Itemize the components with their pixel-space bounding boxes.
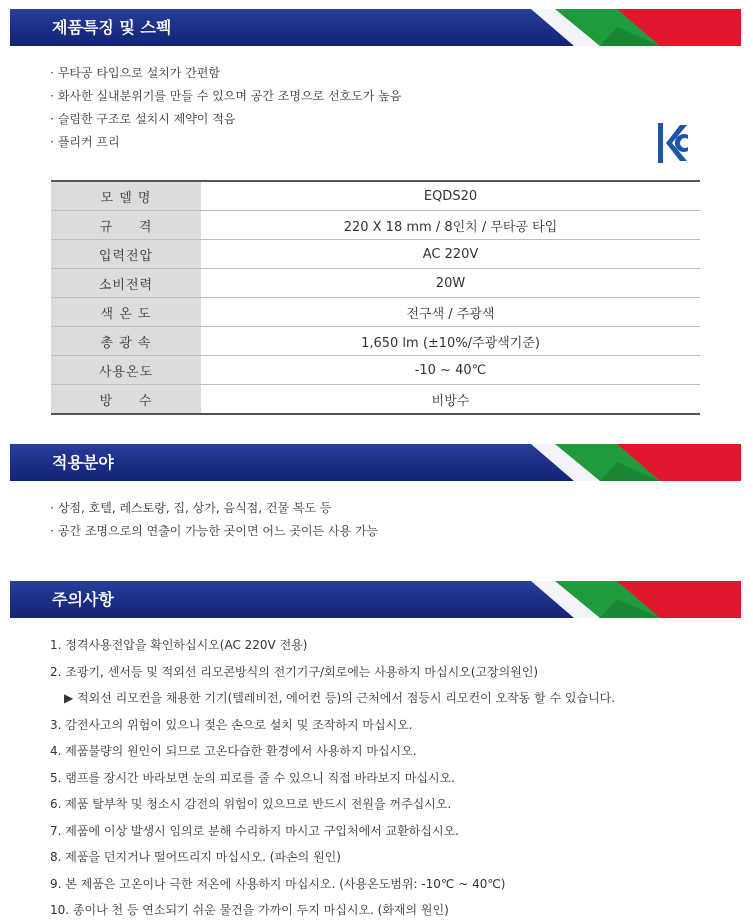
section-title-spec: 제품특징 및 스펙 [52,18,172,37]
spec-value: AC 220V [201,240,700,269]
table-row [51,356,700,385]
section-title-caution: 주의사항 [52,590,114,609]
list-item: · 슬림한 구조로 설치시 제약이 적음 [50,108,401,131]
spec-label: 규 격 [51,211,201,240]
list-item: 1. 정격사용전압을 확인하십시오(AC 220V 전용) [50,638,308,652]
spec-label: 방 수 [51,385,201,415]
list-item: 3. 감전사고의 위험이 있으니 젖은 손으로 설치 및 조작하지 마십시오. [50,717,413,732]
spec-table [51,180,700,415]
kc-mark-icon [657,121,689,165]
spec-label: 색 온 도 [51,298,201,327]
list-item: 4. 제품불량의 원인이 되므로 고온다습한 환경에서 사용하지 마십시오. [50,744,417,758]
section-title-usage: 적용분야 [52,453,114,472]
spec-value: 20W [201,269,700,298]
spec-value: 전구색 / 주광색 [201,298,700,327]
spec-value: 220 X 18 mm / 8인치 / 무타공 타입 [201,211,700,240]
list-item: 9. 본 제품은 고온이나 극한 저온에 사용하지 마십시오. (사용온도범위: -10℃ ~ 40℃) [50,876,506,891]
table-row [51,298,700,327]
list-item: 2. 조광기, 센서등 및 적외선 리모콘방식의 전기기구/회로에는 사용하지 마십시오(고장의원인) [50,664,539,679]
spec-value: 1,650 lm (±10%/주광색기준) [201,327,700,356]
spec-label: 총 광 속 [51,327,201,356]
table-row [51,211,700,240]
spec-value: -10 ~ 40℃ [201,356,700,385]
table-row [51,269,700,298]
band-decoration [10,444,741,481]
spec-label: 사용온도 [51,356,201,385]
spec-label: 모 델 명 [51,181,201,211]
spec-value: EQDS20 [201,181,700,211]
list-item: · 화사한 실내분위기를 만들 수 있으며 공간 조명으로 선호도가 높음 [50,85,401,108]
spec-value: 비방수 [201,385,700,415]
band-decoration [10,581,741,618]
list-item: 6. 제품 탈부착 및 청소시 감전의 위험이 있으므로 반드시 전원을 꺼주십시오. [50,797,452,811]
section-header-usage [10,444,741,481]
list-item: · 상점, 호텔, 레스토랑, 집, 상가, 음식점, 건물 복도 등 [50,497,378,520]
spec-label: 입력전압 [51,240,201,269]
list-item: · 플리커 프리 [50,131,401,154]
section-header-spec [10,9,741,46]
list-item: · 공간 조명으로의 연출이 가능한 곳이면 어느 곳이든 사용 가능 [50,520,378,543]
list-item: 7. 제품에 이상 발생시 임의로 분해 수리하지 마시고 구입처에서 교환하십시오. [50,823,459,838]
list-item: · 무타공 타입으로 설치가 간편함 [50,62,401,85]
usage-list [50,497,378,543]
table-row [51,385,700,415]
table-row [51,327,700,356]
list-item-note: ▶ 적외선 리모컨을 채용한 기기(텔레비전, 에어컨 등)의 근처에서 점등시 리모컨이 오작동 할 수 있습니다. [64,691,616,705]
list-item: 10. 종이나 천 등 연소되기 쉬운 물건을 가까이 두지 마십시오. (화재의 원인) [50,903,449,917]
feature-list [50,62,401,154]
table-row [51,181,700,211]
section-header-caution [10,581,741,618]
list-item: 8. 제품을 던지거나 떨어뜨리지 마십시오. (파손의 원인) [50,850,341,864]
caution-list [50,632,615,924]
spec-label: 소비전력 [51,269,201,298]
list-item: 5. 램프를 장시간 바라보면 눈의 피로를 줄 수 있으니 직접 바라보지 마십시오. [50,770,455,785]
table-row [51,240,700,269]
